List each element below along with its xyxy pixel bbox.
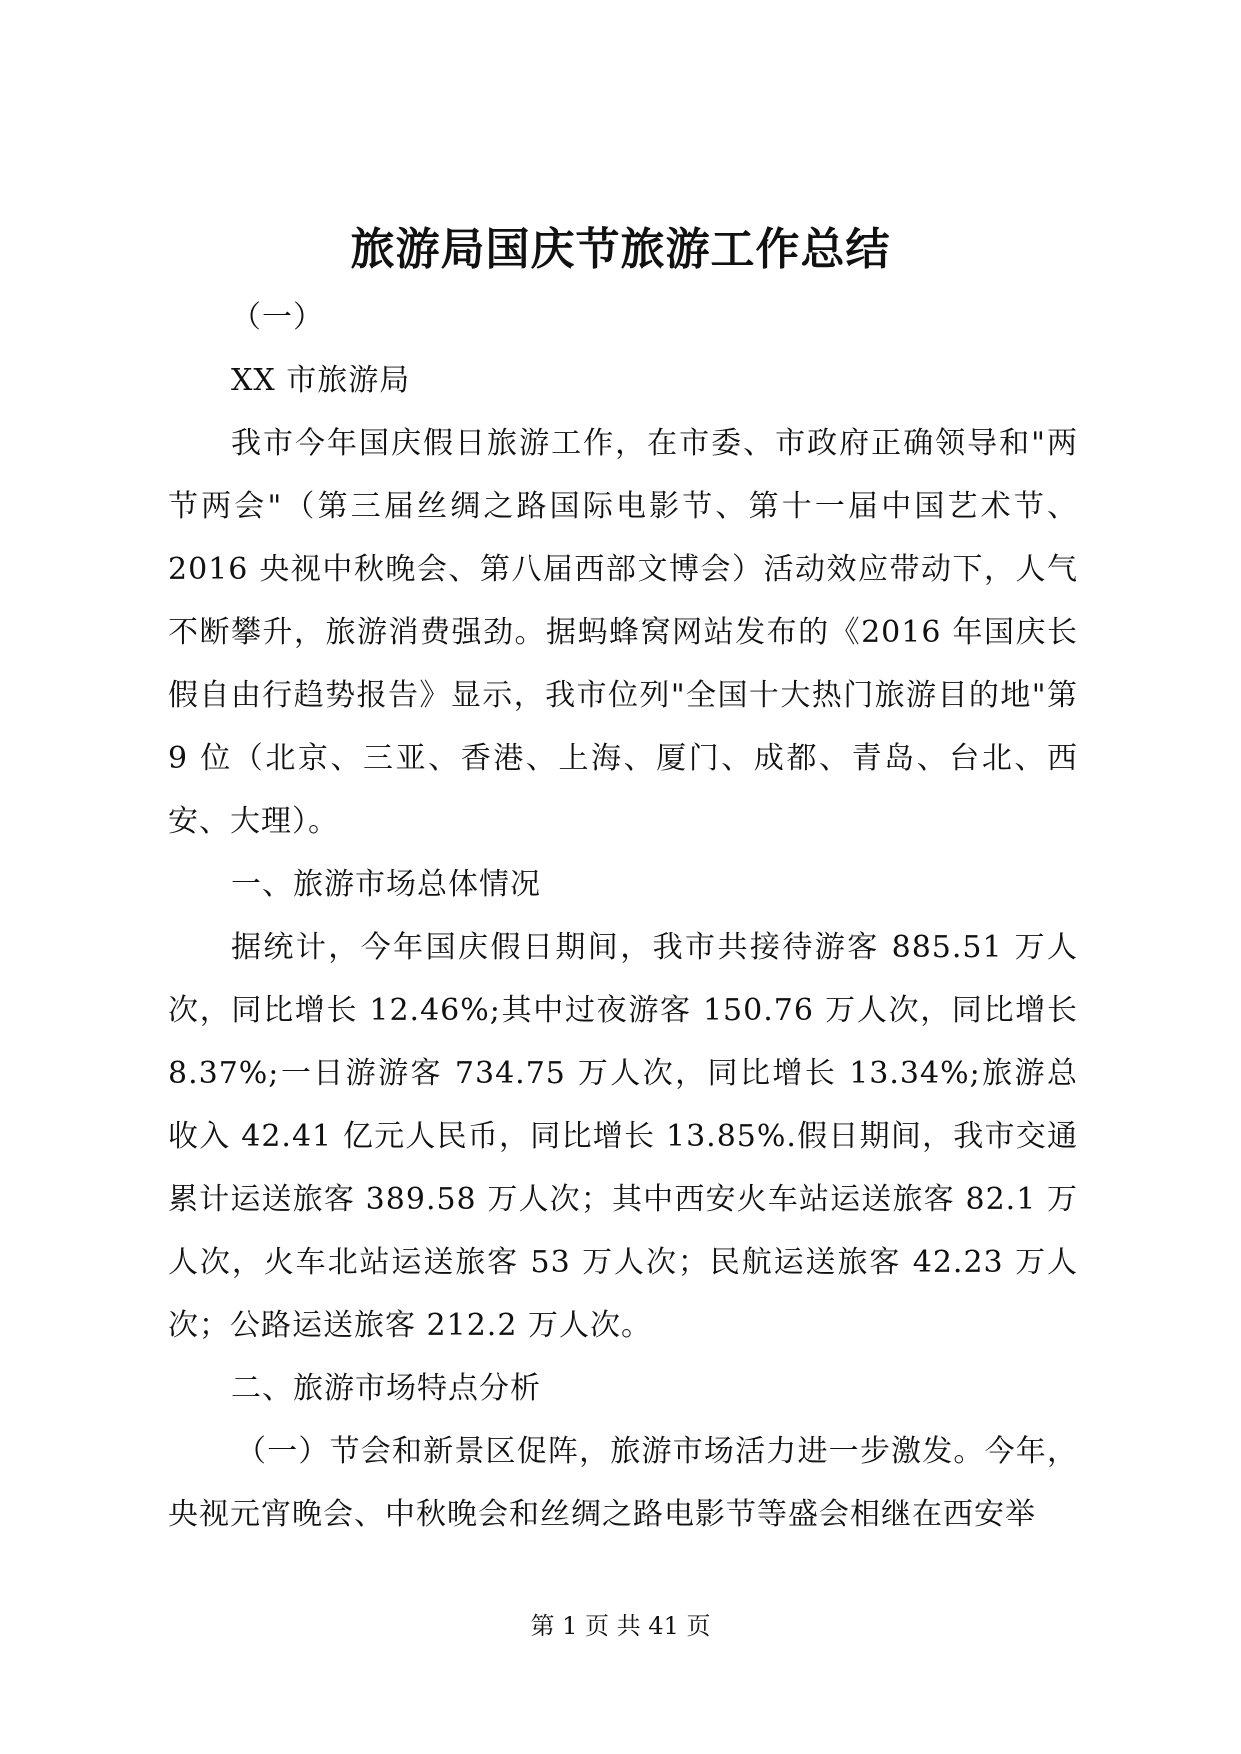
document-title: 旅游局国庆节旅游工作总结 [350, 224, 891, 275]
section-marker: （一） [231, 300, 324, 335]
analysis-paragraph: （一）节会和新景区促阵，旅游市场活力进一步激发。今年，央视元宵晚会、中秋晚会和丝绸之路电影节等盛会相继在西安举 [168, 1434, 1078, 1532]
section-heading-1: 一、旅游市场总体情况 [231, 867, 541, 902]
page-number-footer: 第 1 页 共 41 页 [530, 1612, 711, 1640]
intro-paragraph: 我市今年国庆假日旅游工作，在市委、市政府正确领导和"两节两会"（第三届丝绸之路国际电影节、第十一届中国艺术节、2016 央视中秋晚会、第八届西部文博会）活动效应带动下，人气不断攀升，旅游消费强劲。据蚂蜂窝网站发布的《2016 年国庆长假自由行趋势报告》显示，我市位列"全国十大热门旅游目的地"第 9 位（北京、三亚、香港、上海、厦门、成都、青岛、台北、西安、大理）。 [168, 426, 1078, 839]
document-body [168, 286, 1078, 1546]
statistics-paragraph: 据统计，今年国庆假日期间，我市共接待游客 885.51 万人次，同比增长 12.46%;其中过夜游客 150.76 万人次，同比增长 8.37%;一日游游客 734.75 万人次，同比增长 13.34%;旅游总收入 42.41 亿元人民币，同比增长 13.85%.假日期间，我市交通累计运送旅客 389.58 万人次；其中西安火车站运送旅客 82.1 万人次，火车北站运送旅客 53 万人次；民航运送旅客 42.23 万人次；公路运送旅客 212.2 万人次。 [168, 930, 1078, 1343]
section-heading-2: 二、旅游市场特点分析 [231, 1371, 541, 1406]
issuer-line: XX 市旅游局 [231, 363, 411, 398]
